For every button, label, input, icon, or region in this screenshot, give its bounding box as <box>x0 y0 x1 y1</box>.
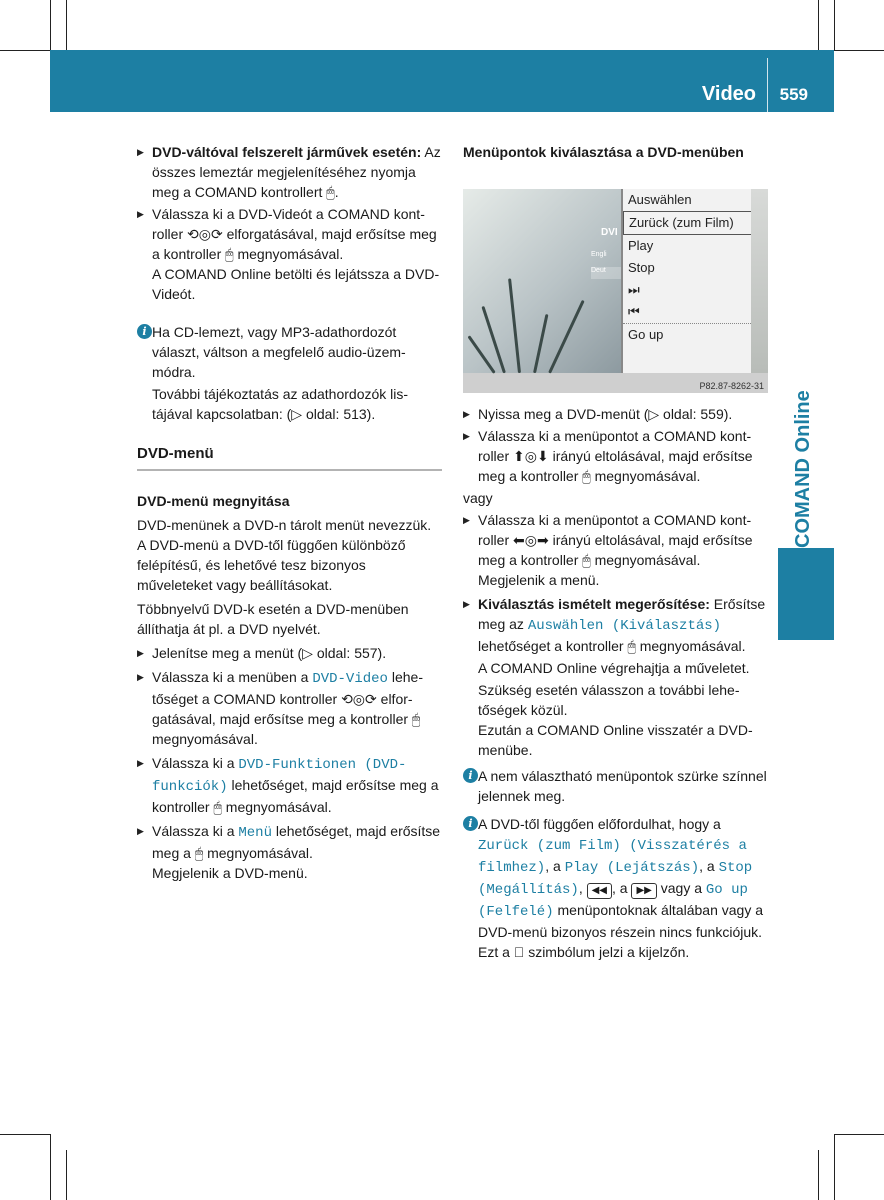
info-note <box>463 814 768 962</box>
controller-rotate-icon: ⟲◎⟳ <box>187 226 223 242</box>
menu-item-next-icon[interactable]: ⏭ <box>628 282 640 297</box>
item-text: Erősítse meg az <box>478 596 766 632</box>
left-column <box>137 142 442 883</box>
page-header <box>50 50 834 112</box>
menu-item[interactable]: Zurück (zum Film) <box>623 211 768 235</box>
controller-press-icon: 🖱 <box>411 711 421 727</box>
info-note-continued <box>137 384 442 424</box>
item-text: megnyomásával. <box>594 552 701 568</box>
item-text: lehetőséget, majd erősítse meg a kontroller <box>152 777 439 815</box>
crop-mark <box>834 50 884 51</box>
item-text: Válassza ki a menüpontot a COMAND kontroller <box>478 512 752 548</box>
info-icon: i <box>137 324 152 339</box>
menu-item[interactable]: Go up <box>628 327 664 342</box>
crop-mark <box>0 1134 50 1135</box>
menu-term: Go up (Felfelé) <box>478 882 748 920</box>
crop-mark <box>0 50 50 51</box>
item-text: Nyissa meg a DVD-menüt (▷ oldal: 559). <box>478 406 733 422</box>
controller-press-icon: 🖱 <box>582 468 591 484</box>
menu-term: DVD-Video <box>312 671 388 687</box>
item-text: Válassza ki a menüben a <box>152 669 309 685</box>
note-text: További tájékoztatás az adathordozók listájával kapcsolatban: (▷ oldal: 513). <box>152 386 409 422</box>
list-item <box>137 204 442 304</box>
item-text: Válassza ki a <box>152 755 235 771</box>
item-text: Jelenítse meg a menüt (▷ oldal: 557). <box>152 645 387 661</box>
controller-press-icon: 🖱 <box>582 552 591 568</box>
rewind-button-icon: ◀◀ <box>587 883 612 899</box>
page-number: 559 <box>779 85 808 104</box>
info-note <box>463 766 768 806</box>
list-item <box>137 643 442 663</box>
menu-item[interactable]: Play <box>628 238 654 253</box>
list-item: ▶ DVD-váltóval felszerelt járművek esetén: Az összes lemeztár megjelenítéséhez nyomja meg a COMAND kontrollert 🖱. <box>137 142 442 202</box>
item-text: megnyomásával. <box>237 246 344 262</box>
list-item <box>463 426 768 486</box>
controller-press-icon: 🖱 <box>627 638 636 654</box>
item-text: Az összes lemeztár megjelenítéséhez nyomja meg a COMAND kontrollert <box>152 144 441 200</box>
crop-mark <box>834 1134 835 1200</box>
list-item <box>137 821 442 883</box>
dvd-menu-screenshot <box>463 189 768 393</box>
dvd-language-row: Deut <box>591 267 621 279</box>
controller-slide-vertical-icon: ⬆◎⬇ <box>513 448 549 464</box>
note-text: , a <box>612 880 628 896</box>
note-text: Ha CD-lemezt, vagy MP3-adathordozót választ, váltson a megfelelő audio-üzemmódra. <box>152 324 406 380</box>
list-item <box>463 404 768 424</box>
item-text: Megjelenik a menü. <box>478 572 600 588</box>
menu-item[interactable]: Auswählen <box>628 192 692 207</box>
item-text: lehetőséget a kontroller <box>478 638 624 654</box>
info-icon: i <box>463 768 478 783</box>
paragraph: DVD-menünek a DVD-n tárolt menüt nevezzük. A DVD-menü a DVD-től függően különböző felépítésű, és lehetővé tesz bizonyos műveleteket vagy beállításokat. <box>137 517 432 593</box>
item-text: irányú eltolásával, majd erősítse meg a kontroller <box>478 532 753 568</box>
item-bold: DVD-váltóval felszerelt járművek esetén: <box>152 144 422 160</box>
paragraph: vagy <box>463 490 493 506</box>
menu-term: Auswählen (Kiválasztás) <box>527 618 722 634</box>
item-text: Válassza ki a DVD-Videót a COMAND kontroller <box>152 206 425 242</box>
note-text: , a <box>545 858 561 874</box>
menu-term: Menü <box>238 825 272 841</box>
controller-press-icon: 🖱 <box>225 246 234 262</box>
dvd-menu-list <box>621 189 768 373</box>
item-text: Szükség esetén válasszon a további lehetőségek közül. <box>478 682 740 718</box>
screen-right-strip <box>751 189 768 373</box>
note-text: , <box>578 880 583 896</box>
controller-press-icon: 🖱 <box>326 184 335 200</box>
item-text: megnyomásával. <box>594 468 701 484</box>
note-text: A DVD-től függően előfordulhat, hogy a <box>478 816 721 832</box>
figure-code: P82.87-8262-31 <box>699 381 764 391</box>
crop-mark <box>834 1134 884 1135</box>
info-note <box>137 322 442 382</box>
subsection-heading: DVD-menü megnyitása <box>137 493 290 509</box>
item-text: elforgatásával, majd erősítse meg a kontroller <box>152 691 413 727</box>
crop-mark <box>50 0 51 50</box>
header-divider <box>767 58 768 112</box>
item-text: A COMAND Online végrehajtja a műveletet. <box>478 660 750 676</box>
menu-term: Zurück (zum Film) (Visszatérés a filmhez) <box>478 838 747 876</box>
item-text: megnyomásával. <box>207 845 313 861</box>
note-text: menüpontoknak általában vagy a DVD-menü bizonyos részein nincs funkciójuk. Ezt a <box>478 902 763 960</box>
right-column <box>463 404 768 962</box>
note-text: szimbólum jelzi a kijelzőn. <box>528 944 690 960</box>
dvd-label: DVI <box>601 227 618 238</box>
item-text: megnyomásával. <box>152 731 258 747</box>
item-bold: Kiválasztás ismételt megerősítése: <box>478 596 710 612</box>
list-item <box>463 594 768 656</box>
item-text: lehetőséget a COMAND kontroller <box>152 669 423 707</box>
crop-mark <box>66 0 67 50</box>
note-text: A nem választható menüpontok szürke színnel jelennek meg. <box>478 768 767 804</box>
controller-press-icon: 🖱 <box>194 845 204 861</box>
crop-mark <box>834 0 835 50</box>
menu-item-prev-icon[interactable]: ⏮ <box>623 301 768 324</box>
item-text: Ezután a COMAND Online visszatér a DVD-menübe. <box>478 722 753 758</box>
paragraph: Többnyelvű DVD-k esetén a DVD-menüben állíthatja át pl. a DVD nyelvét. <box>137 601 409 637</box>
note-text: , a <box>699 858 715 874</box>
menu-term: Stop (Megállítás) <box>478 860 753 898</box>
crop-mark <box>66 1150 67 1200</box>
menu-term: DVD-Funktionen (DVD-funkciók) <box>152 757 407 795</box>
item-text: elforgatásával, majd erősítse meg a kontroller <box>152 226 437 262</box>
screen-background <box>463 189 621 373</box>
subsection-heading: Menüpontok kiválasztása a DVD-menüben <box>463 144 744 160</box>
item-text: megnyomásával. <box>225 799 332 815</box>
info-icon: i <box>463 816 478 831</box>
paragraph <box>463 680 768 760</box>
right-heading-block <box>463 142 768 162</box>
section-heading: DVD-menü <box>137 444 442 471</box>
dvd-language-row: Engli <box>591 251 607 258</box>
item-text: Válassza ki a menüpontot a COMAND kontroller <box>478 428 752 464</box>
crop-mark <box>50 1134 51 1200</box>
item-text: A COMAND Online betölti és lejátssza a DVD-Videót. <box>152 266 440 302</box>
controller-rotate-icon: ⟲◎⟳ <box>341 691 377 707</box>
item-text: Megjelenik a DVD-menü. <box>152 865 308 881</box>
chapter-label: COMAND Online <box>792 390 814 548</box>
page-title: Video <box>701 83 756 105</box>
fast-forward-button-icon: ▶▶ <box>631 883 656 899</box>
list-item <box>137 753 442 817</box>
list-item <box>137 667 442 749</box>
menu-term: Play (Lejátszás) <box>564 860 700 876</box>
list-item <box>463 510 768 590</box>
item-text: irányú eltolásával, majd erősítse meg a kontroller <box>478 448 753 484</box>
controller-slide-horizontal-icon: ⬅◎➡ <box>513 532 549 548</box>
item-text: Válassza ki a <box>152 823 235 839</box>
paragraph <box>463 658 768 678</box>
controller-press-icon: 🖱 <box>213 799 222 815</box>
menu-item[interactable]: Stop <box>628 260 655 275</box>
note-text: vagy a <box>660 880 702 896</box>
item-text: lehetőséget, majd erősítse meg a <box>152 823 441 861</box>
crop-mark <box>818 0 819 50</box>
item-text: megnyomásával. <box>639 638 746 654</box>
crop-mark <box>818 1150 819 1200</box>
chapter-tab <box>778 548 834 640</box>
